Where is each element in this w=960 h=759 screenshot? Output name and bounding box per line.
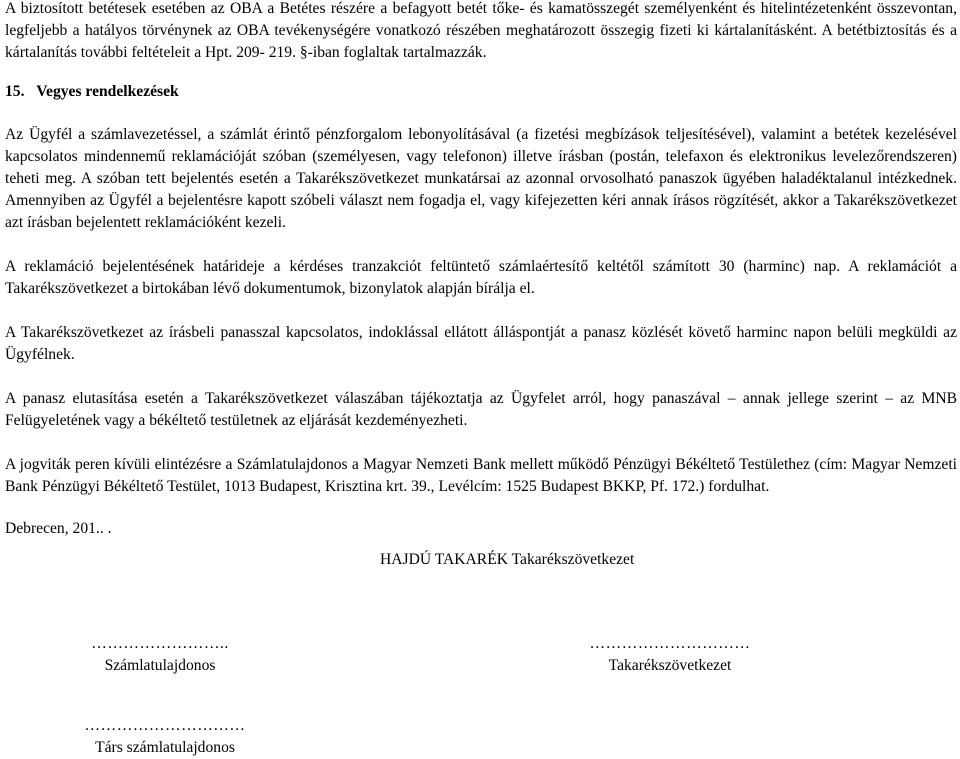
signature-line: …………………….. bbox=[91, 635, 229, 652]
signature-line: ………………………… bbox=[84, 717, 246, 734]
signature-cooperative bbox=[500, 633, 840, 677]
paragraph-rejection: A panasz elutasítása esetén a Takarékszövetkezet válaszában tájékoztatja az Ügyfelet arról, hogy panaszával ‒ annak jellege szerint ‒ az MNB Felügyeletének vagy a békéltető testületnek az eljárását kezdeményezheti. bbox=[5, 390, 957, 429]
signature-label: Takarékszövetkezet bbox=[608, 657, 732, 674]
signature-label: Társ számlatulajdonos bbox=[95, 739, 235, 756]
paragraph-deadline: A reklamáció bejelentésének határideje a kérdéses tranzakciót feltüntető számlaértesítő keltétől számított 30 (harminc) nap. A reklamációt a Takarékszövetkezet a birtokában lévő dokumentumok, bizonylatok alapján bírálja el. bbox=[5, 258, 957, 297]
section-title: Vegyes rendelkezések bbox=[36, 83, 179, 100]
document-page bbox=[5, 0, 957, 540]
paragraph-written-response: A Takarékszövetkezet az írásbeli panasszal kapcsolatos, indoklással ellátott álláspontját a panasz közlését követő harminc napon belüli megküldi az Ügyfélnek. bbox=[5, 324, 957, 363]
signature-co-holder bbox=[30, 715, 300, 759]
signature-account-holder bbox=[40, 633, 280, 677]
organization-name: HAJDÚ TAKARÉK Takarékszövetkezet bbox=[380, 551, 635, 568]
paragraph-complaints: Az Ügyfél a számlavezetéssel, a számlát érintő pénzforgalom lebonyolításával (a fizetési megbízások teljesítésével), valamint a betétek kezelésével kapcsolatos mindennemű reklamációját szóban (személyesen, vagy telefonon) illetve írásban (postán, telefaxon és elektronikus levelezőrendszeren) teheti meg. A szóban tett bejelentés esetén a Takarékszövetkezet munkatársai az azonnal orvosolható panaszok ügyében haladéktalanul intézkednek. Amennyiben az Ügyfél a bejelentésre kapott szóbeli választ nem fogadja el, vagy kifejezetten kéri annak írásos rögzítését, akkor a Takarékszövetkezet azt írásban bejelentett reklamációként kezeli. bbox=[5, 126, 957, 231]
signature-label: Számlatulajdonos bbox=[104, 657, 216, 674]
signature-line: ………………………… bbox=[589, 635, 751, 652]
place-date: Debrecen, 201.. . bbox=[5, 520, 112, 537]
section-heading bbox=[5, 80, 957, 104]
section-number: 15. bbox=[5, 83, 25, 100]
paragraph-arbitration: A jogviták peren kívüli elintézésre a Számlatulajdonos a Magyar Nemzeti Bank mellett működő Pénzügyi Békéltető Testülethez (cím: Magyar Nemzeti Bank Pénzügyi Békéltető Testület, 1013 Budapest, Krisztina krt. 39., Levélcím: 1525 Budapest BKKP, Pf. 172.) fordulhat. bbox=[5, 456, 957, 495]
intro-paragraph: A biztosított betétesek esetében az OBA a Betétes részére a befagyott betét tőke- és kamatösszegét személyenként és hitelintézetenként összevontan, legfeljebb a hatályos törvénynek az OBA tevékenységére vonatkozó részében meghatározott összegig fizeti ki kártalanításként. A betétbiztosítás és a kártalanítás további feltételeit a Hpt. 209- 219. §-iban foglaltak tartalmazzák. bbox=[5, 0, 957, 61]
